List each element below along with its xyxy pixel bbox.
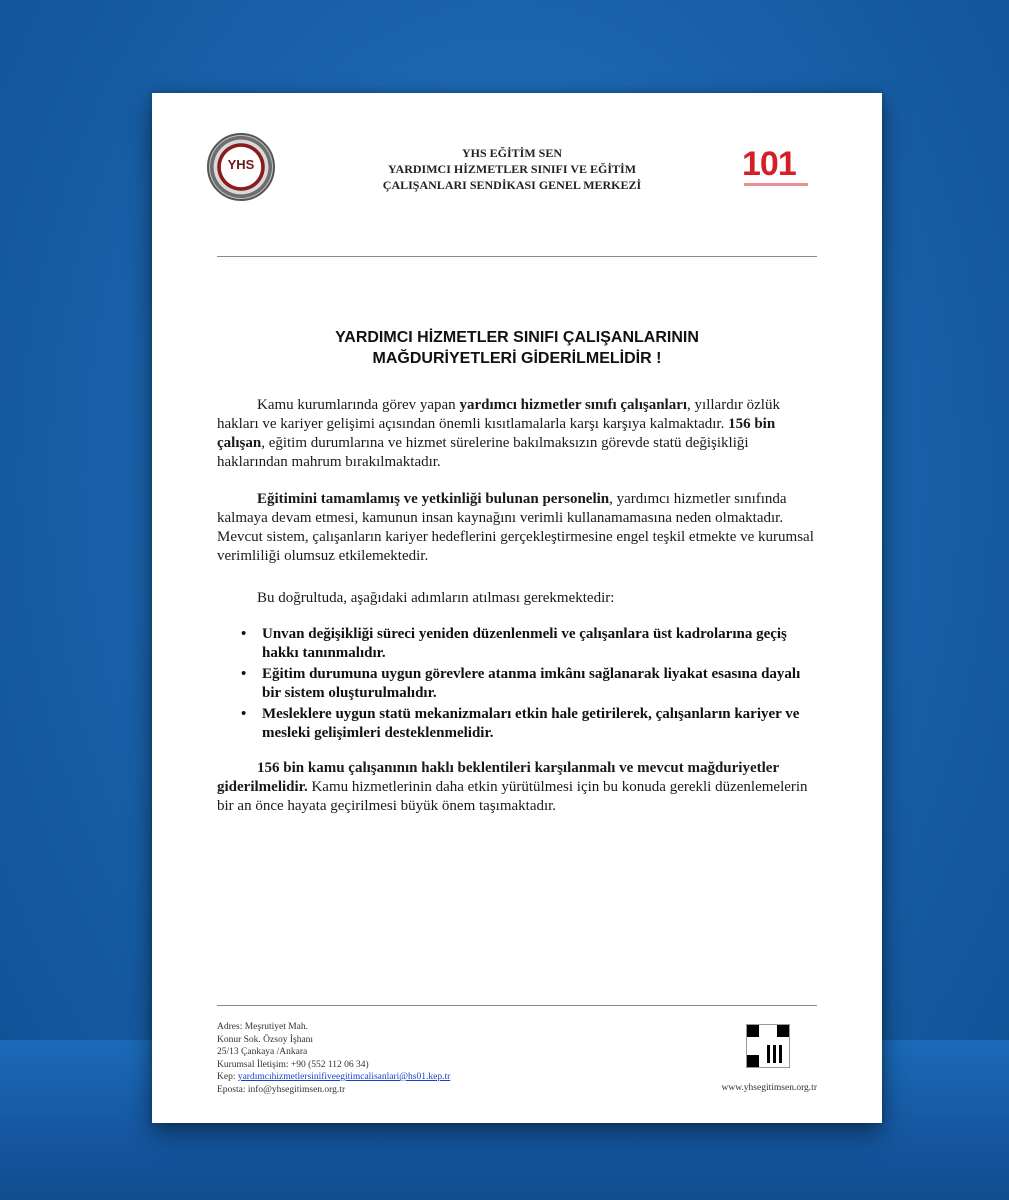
footer-kep-link[interactable]: yardımcıhizmetlersinifiveegitimcalisanlari@hs01.kep.tr <box>237 1072 451 1082</box>
paragraph-3 <box>217 589 817 608</box>
requirements-list <box>237 625 817 745</box>
organization-header <box>332 145 692 193</box>
footer-phone: Kurumsal İletişim: +90 (552 112 06 34) <box>217 1059 369 1070</box>
title-line1: YARDIMCI HİZMETLER SINIFI ÇALIŞANLARININ <box>335 329 699 346</box>
list-item: • Mesleklere uygun statü mekanizmaları etkin hale getirilerek, çalışanların kariyer ve mesleki gelişimleri desteklenmelidir. <box>237 705 817 743</box>
union-logo <box>207 133 275 201</box>
p2-text-1: , yardımcı hizmetler sınıfında kalmaya devam etmesi, kamunun insan kaynağını verimli kullanamamasına neden olmaktadır. Mevcut sistem, çalışanların kariyer hedeflerini gerçekleştirmesine engel teşkil etmekte ve kurumsal verimliliği olumsuz etkilemektedir. <box>217 491 814 564</box>
footer-email: Eposta: info@yhsegitimsen.org.tr <box>217 1084 346 1095</box>
footer-address-2: Konur Sok. Özsoy İşhanı <box>217 1034 314 1045</box>
list-item: • Eğitim durumuna uygun görevlere atanma imkânı sağlanarak liyakat esasına dayalı bir sistem oluşturulmalıdır. <box>237 665 817 703</box>
footer-address-3: 25/13 Çankaya /Ankara <box>217 1047 308 1057</box>
p1-bold-2: 156 bin çalışan <box>217 416 776 451</box>
paragraph-4 <box>217 759 817 816</box>
org-name-line2: YARDIMCI HİZMETLER SINIFI VE EĞİTİM <box>387 162 637 176</box>
p1-bold-1: yardımcı hizmetler sınıfı çalışanları <box>459 397 688 413</box>
p4-text-1: Kamu hizmetlerinin daha etkin yürütülmesi için bu konuda gerekli düzenlemelerin bir an önce hayata geçirilmesi büyük önem taşımaktadır. <box>217 779 808 814</box>
paragraph-1 <box>217 396 817 472</box>
header-divider <box>217 256 817 257</box>
p1-text-3: , eğitim durumlarına ve hizmet sürelerine bakılmaksızın görevde statü değişikliği haklarından mahrum bırakılmaktadır. <box>217 435 749 470</box>
p3-text: Bu doğrultuda, aşağıdaki adımların atılması gerekmektedir: <box>257 590 615 606</box>
union-logo-text: YHS <box>227 157 255 172</box>
p1-text-2: , yıllardır özlük hakları ve kariyer gelişimi açısından önemli kısıtlamalarla karşı karşıya kalmaktadır. <box>217 397 780 432</box>
footer-website: www.yhsegitimsen.org.tr <box>721 1083 817 1093</box>
page-title <box>232 327 802 369</box>
org-name-line3: ÇALIŞANLARI SENDİKASI GENEL MERKEZİ <box>382 178 642 192</box>
p1-text-1: Kamu kurumlarında görev yapan <box>257 397 460 413</box>
footer-address-1: Adres: Meşrutiyet Mah. <box>217 1022 309 1032</box>
paragraph-2 <box>217 490 817 566</box>
footer-divider <box>217 1005 817 1006</box>
qr-code <box>747 1025 789 1067</box>
org-name-line1: YHS EĞİTİM SEN <box>461 146 563 160</box>
title-line2: MAĞDURİYETLERİ GİDERİLMELİDİR ! <box>372 350 662 367</box>
footer-kep-label: Kep: <box>217 1072 238 1082</box>
anniversary-logo-text: 101 <box>742 145 796 183</box>
p4-bold-1: 156 bin kamu çalışanının haklı beklentileri karşılanmalı ve mevcut mağduriyetler giderilmelidir. <box>217 760 779 795</box>
p2-bold-1: Eğitimini tamamlamış ve yetkinliği bulunan personelin <box>257 491 610 507</box>
document-page <box>152 93 882 1123</box>
list-item: • Unvan değişikliği süreci yeniden düzenlenmeli ve çalışanlara üst kadrolarına geçiş hakkı tanınmalıdır. <box>237 625 817 663</box>
footer-contact <box>217 1021 450 1096</box>
anniversary-logo-underline <box>744 183 808 186</box>
anniversary-logo <box>742 147 812 187</box>
